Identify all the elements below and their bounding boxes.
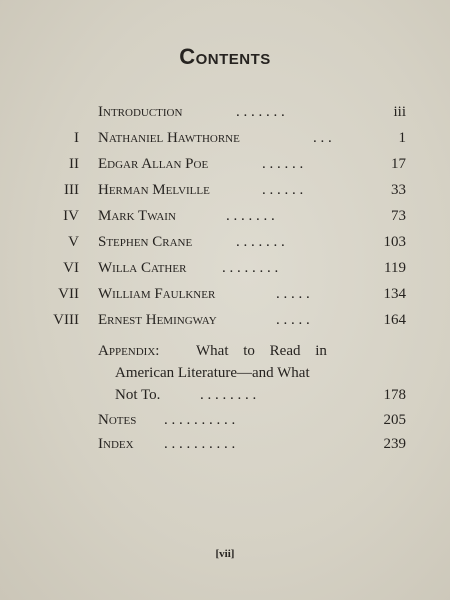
- entry-title: Mark Twain: [98, 208, 176, 224]
- entry-page: 239: [383, 436, 406, 452]
- entry-numeral: VIII: [53, 312, 79, 328]
- leader-dots: . . . . .: [276, 312, 310, 328]
- entry-page: 119: [384, 260, 406, 276]
- leader-dots: . . . . .: [276, 286, 310, 302]
- entry-numeral: V: [68, 234, 79, 250]
- toc-entry: [0, 204, 450, 228]
- entry-title: Nathaniel Hawthorne: [98, 130, 240, 146]
- entry-page: 164: [383, 312, 406, 328]
- entry-title: William Faulkner: [98, 286, 216, 302]
- toc-entry: [0, 432, 450, 456]
- entry-title: Stephen Crane: [98, 234, 193, 250]
- entry-page: 73: [391, 208, 406, 224]
- leader-dots: . . . . . . .: [226, 208, 275, 224]
- entry-page: 1: [398, 130, 406, 146]
- toc-entry: [0, 152, 450, 176]
- toc-entry: [0, 178, 450, 202]
- appendix-line-1: What to Read in: [196, 343, 327, 359]
- page-folio: [vii]: [215, 548, 235, 560]
- entry-page: 205: [383, 412, 406, 428]
- entry-page: 33: [391, 182, 406, 198]
- entry-title: Ernest Hemingway: [98, 312, 217, 328]
- entry-title: Introduction: [98, 104, 183, 120]
- toc-entry: [0, 408, 450, 432]
- toc-entry: [0, 126, 450, 150]
- toc-entry: [0, 100, 450, 124]
- entry-page: 17: [391, 156, 406, 172]
- leader-dots: . . . . . . . . . .: [164, 436, 236, 452]
- leader-dots: . . . . . . .: [236, 104, 285, 120]
- entry-page: 134: [383, 286, 406, 302]
- appendix-label: Appendix:: [98, 343, 160, 359]
- appendix-line-2: American Literature—and What: [115, 365, 310, 381]
- entry-title: Willa Cather: [98, 260, 187, 276]
- leader-dots: . . . . . . . . . .: [164, 412, 236, 428]
- toc-entry: [0, 308, 450, 332]
- entry-numeral: II: [69, 156, 79, 172]
- toc-entry: [0, 282, 450, 306]
- entry-numeral: III: [64, 182, 79, 198]
- entry-numeral: I: [74, 130, 79, 146]
- page-title: Contents: [179, 44, 271, 69]
- entry-numeral: VI: [63, 260, 79, 276]
- leader-dots: . . . . . . . .: [222, 260, 279, 276]
- entry-title: Index: [98, 436, 134, 452]
- appendix-line-3: Not To.: [115, 387, 161, 403]
- leader-dots: . . . . . .: [262, 156, 304, 172]
- toc-entry: [0, 256, 450, 280]
- entry-page: 103: [383, 234, 406, 250]
- toc-entry: [0, 230, 450, 254]
- leader-dots: . . .: [313, 130, 332, 146]
- entry-page: iii: [393, 104, 406, 120]
- entry-numeral: IV: [63, 208, 79, 224]
- entry-numeral: VII: [58, 286, 79, 302]
- entry-title: Notes: [98, 412, 137, 428]
- entry-title: Edgar Allan Poe: [98, 156, 209, 172]
- entry-title: Herman Melville: [98, 182, 210, 198]
- leader-dots: . . . . . . .: [236, 234, 285, 250]
- appendix-page: 178: [383, 387, 406, 403]
- leader-dots: . . . . . .: [262, 182, 304, 198]
- leader-dots: . . . . . . . .: [200, 387, 257, 403]
